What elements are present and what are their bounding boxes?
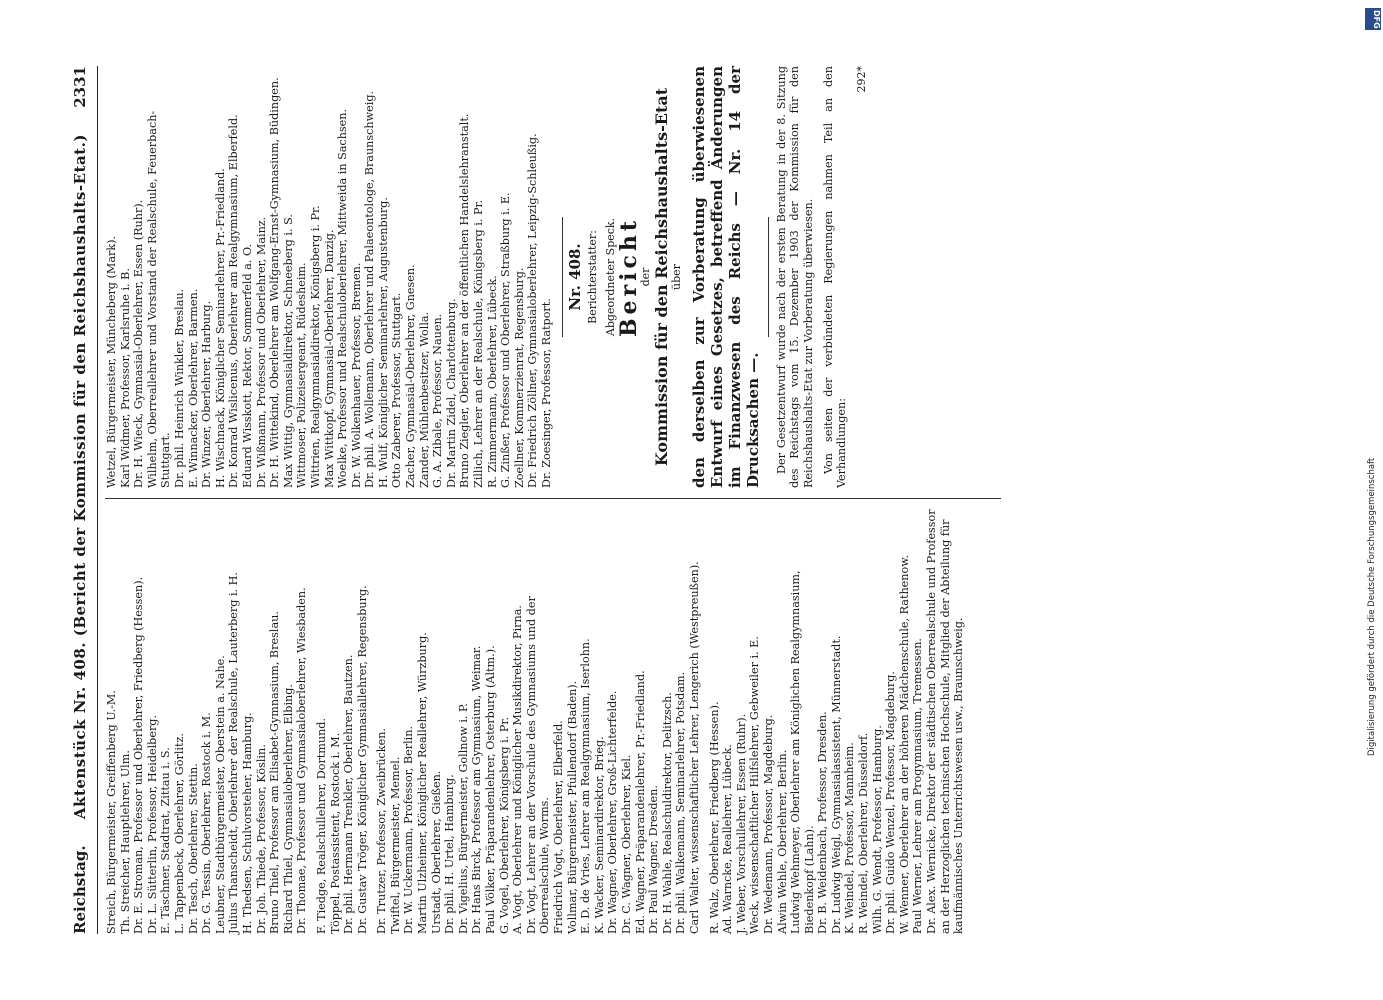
report-number: Nr. 408. [565,243,584,311]
list-entry: Dr. Vigelius, Bürgermeister, Gollnow i. P. [456,703,470,934]
section-rule-2 [768,217,769,337]
report-ueber: über [670,264,684,290]
list-entry: Dr. H. Wieck, Gymnasial-Oberlehrer, Essen (Ruhr). [132,199,146,488]
list-entry: H. Wischnack, Königlicher Seminarlehrer, Pr.-Friedland. [213,168,227,488]
report-der: der [638,267,652,287]
list-entry: H. Wulf, Königlicher Seminarlehrer, Augustenburg. [376,197,390,488]
list-entry: Leubner, Stadtbürgermeister, Oberstein a. Nahe. [213,655,227,934]
reporter-label: Berichterstatter: [586,230,600,324]
list-entry: Ad. Warncke, Reallehrer, Lübeck. [721,744,735,934]
list-entry: Bruno Ziegler, Oberlehrer an der öffentlichen Handelslehranstalt. [458,113,472,488]
list-entry: J. Weber, Vorschullehrer, Essen (Ruhr). [734,713,748,934]
column-divider [105,498,1001,499]
report-title: Bericht [616,216,643,338]
list-entry: Dr. Wagner, Oberlehrer, Groß-Lichterfelde. [606,690,620,934]
list-entry: E. Täschner, Stadtrat, Zittau i. S. [159,747,173,934]
list-entry: Dr. phil. A. Wollemann, Oberlehrer und Palaeontologe, Braunschweig. [363,90,377,488]
right-column [105,66,1291,488]
list-entry: Zillich, Lehrer an der Realschule, Königsberg i. Pr. [472,199,486,488]
list-entry: Urstadt, Oberlehrer, Gießen. [429,770,443,934]
list-entry: E. D. de Vries, Lehrer am Realgymnasium, Iserlohn. [579,638,593,934]
list-entry: Dr. Alex. Wernicke, Direktor der städtischen Oberrealschule und Professor an der Herzoglichen technischen Hochschule, Mitglied der Abteilung für kaufmännisches Unterrichtswesen usw., Braunschweig. [925,509,966,934]
list-entry: Max Wittig, Gymnasialdirektor, Schneeberg i. S. [281,214,295,488]
list-entry: Th. Streicher, Hauptlehrer, Ulm. [118,750,132,934]
list-entry: K. Wacker, Seminardirektor, Brieg. [592,736,606,934]
list-entry: Dr. phil. Walkemann, Seminarlehrer, Potsdam. [674,671,688,934]
list-entry: Zander, Mühlenbesitzer, Wolla. [417,311,431,488]
list-entry: E. Winnacker, Oberlehrer, Barmen. [186,288,200,488]
report-section [562,66,769,488]
list-entry: Dr. B. Weidenbach, Professor, Dresden. [816,711,830,934]
list-entry: Wittrien, Realgymnasialdirektor, Königsberg i. Pr. [308,205,322,488]
list-entry: G. Zinßer, Professor und Oberlehrer, Straßburg i. E. [499,192,513,488]
list-entry: Max Wittkopf, Gymnasial-Oberlehrer, Danzig. [322,229,336,488]
list-entry: Dr. W. Uckermann, Professor, Berlin. [402,725,416,934]
list-entry: Julius Thanscheidt, Oberlehrer der Realschule, Lauterberg i. H. [227,572,241,934]
list-entry: Eduard Wisskott, Rektor, Sommerfeld a. O. [240,243,254,488]
header-left: Reichstag. [71,845,89,934]
list-entry: Vollmar, Bürgermeister, Pfullendorf (Baden). [565,680,579,934]
list-entry: Dr. Konrad Wislicenus, Oberlehrer am Realgymnasium, Elberfeld. [227,114,241,488]
list-entry: Zoellner, Kommerzienrat, Regensburg. [512,267,526,488]
commission-name: Kommission für den Reichshaushalts-Etat [651,87,671,467]
list-entry: Dr. G. Tessin, Oberlehrer, Rostock i. M. [200,712,214,934]
list-entry: Zacher, Gymnasial-Oberlehrer, Gnesen. [404,264,418,488]
list-entry: Wilhelm, Oberreallehrer und Vorstand der Realschule, Feuerbach-Stuttgart. [145,110,173,488]
page-header [71,66,98,934]
list-entry: Dr. Ludwig Weigl, Gymnasialassistent, Münnerstadt. [829,635,843,934]
list-entry: Töppel, Postassistent, Rostock i. M. [328,732,342,934]
list-entry: Wetzel, Bürgermeister, Müncheberg (Mark). [105,235,118,488]
list-entry: Dr. L. Sütterlin, Professor, Heidelberg. [145,714,159,934]
list-entry: Dr. Trutzer, Professor, Zweibrücken. [375,728,389,934]
list-entry: Dr. E. Stroman, Professor und Oberlehrer, Friedberg (Hessen). [132,576,146,934]
list-entry: Dr. Winzer, Oberlehrer, Harburg. [200,300,214,488]
report-subject: den derselben zur Vorberatung überwiesenen Entwurf eines Gesetzes, betreffend Änderungen im Finanzwesen des Reichs — Nr. 14 der Drucksachen —. [689,66,762,488]
list-entry: Dr. Thomae, Professor und Gymnasialoberlehrer, Wiesbaden. [295,587,309,934]
list-entry: Friedrich Vogt, Oberlehrer, Elberfeld. [552,720,565,934]
list-entry: K. Weindel, Professor, Mannheim. [843,742,857,934]
list-entry: Wilh. G. Wendt, Professor, Hamburg. [870,725,884,934]
list-entry: R. Weindel, Oberlehrer, Düsseldorf. [857,732,871,934]
list-entry: A. Vogt, Oberlehrer und Königlicher Musikdirektor, Pirna. [511,605,525,934]
list-entry: Ed. Wagner, Präparandenlehrer, Pr.-Friedland. [633,670,647,934]
list-entry: Dr. W. Wolkenhauer, Professor, Bremen. [349,262,363,488]
list-entry: Wittmoser, Polizeisergeant, Rüdesheim. [295,262,309,488]
list-entry: G. Vogel, Oberlehrer, Königsberg i. Pr. [497,716,511,934]
list-entry: Alwin Wehle, Oberlehrer, Berlin. [775,749,789,934]
list-entry: Dr. Wißmann, Professor und Oberlehrer, Mainz. [254,216,268,488]
list-entry: Dr. Friedrich Zöllner, Gymnasialoberlehrer, Leipzig-Schleußig. [526,133,540,488]
list-entry: Dr. C. Wagner, Oberlehrer, Kiel. [619,754,633,934]
paragraph-2: Von seiten der verbündeten Regierungen nahmen Teil an den Verhandlungen: [821,66,849,488]
list-entry: Paul Werner, Lehrer am Progymnasium, Tremessen. [911,638,925,934]
list-entry: Paul Völker, Präparandenlehrer, Osterburg (Altm.). [484,645,498,934]
list-entry: Dr. Zoesinger, Professor, Ratport. [540,298,553,488]
list-entry: Dr. Tesch, Oberlehrer, Stettin. [186,763,200,934]
list-entry: R. Walz, Oberlehrer, Friedberg (Hessen). [707,701,721,934]
list-entry: Woelke, Professor und Realschuloberlehrer, Mittweida in Sachsen. [336,108,350,488]
list-entry: R. Zimmermann, Oberlehrer, Lübeck. [485,275,499,488]
section-rule [562,217,563,337]
list-entry: Ludwig Wehmeyer, Oberlehrer am Königlichen Realgymnasium, Biedenkopf (Lahn). [789,570,816,934]
list-entry: Dr. Hans Birck, Professor am Gymnasium, Weimar. [470,645,484,934]
list-entry: Dr. phil. Heinrich Winkler, Breslau. [172,288,186,488]
dfg-logo: DFG [1365,8,1381,30]
list-entry: Dr. phil. H. Urtel, Hamburg. [443,774,457,934]
list-entry: Dr. Gustav Tröger, Königlicher Gymnasiallehrer, Regensburg. [355,585,369,934]
list-entry: Dr. Paul Wagner, Dresden. [647,785,661,934]
list-entry: Dr. H. Wahle, Realschuldirektor, Delitzsch. [660,692,674,934]
document-page [61,50,1321,950]
digitization-credit: Digitalisierung gefördert durch die Deutsche Forschungsgemeinschaft [1367,457,1377,756]
list-entry: F. Tiedge, Realschullehrer, Dortmund. [314,717,328,934]
header-title: Aktenstück Nr. 408. (Bericht der Kommission für den Reichshaushalts-Etat.) [71,134,89,820]
list-entry: W. Wenner, Oberlehrer an der höheren Mädchenschule, Rathenow. [897,554,911,934]
list-entry: L. Tappenbeck, Oberlehrer, Görlitz. [172,733,186,934]
page-number: 2331 [71,66,89,108]
list-entry: Richard Thiel, Gymnasialoberlehrer, Elbing. [281,684,295,934]
list-entry: Dr. Martin Zidel, Charlottenburg. [444,298,458,488]
list-entry: Bruno Thiel, Professor am Elisabet-Gymnasium, Breslau. [268,611,282,934]
paragraph-1: Der Gesetzentwurf wurde nach der ersten Beratung in der 8. Sitzung des Reichstags vom 15. Dezember 1903 der Kommission für den Reichshaushalts-Etat zur Vorberatung überwiesen. [774,66,815,488]
list-entry: Twiftel, Bürgermeister, Memel. [388,756,402,934]
list-entry: Otto Zaberer, Professor, Stuttgart. [390,292,404,488]
list-entry: G. A. Zibale, Professor, Nauen. [431,313,445,488]
list-entry: Dr. phil. Hermann Trenkler, Oberlehrer, Bautzen. [342,654,356,934]
list-entry: Streich, Bürgermeister, Greiffenberg U.-M. [105,690,118,934]
list-entry: Dr. phil. Guido Wenzel, Professor, Magdeburg. [884,671,898,934]
list-entry: Martin Ulzheimer, Königlicher Reallehrer, Würzburg. [416,632,430,934]
left-column [105,509,1291,934]
list-entry: Dr. Vogt, Lehrer an der Vorschule des Gymnasiums und der Oberrealschule, Worms. [524,596,552,934]
signature-mark: 292* [854,66,868,93]
list-entry: Dr. H. Wittekind, Oberlehrer am Wolfgang-Ernst-Gymnasium, Büdingen. [268,77,282,488]
list-entry: Karl Widmer, Professor, Karlsruhe i. B. [118,268,132,488]
list-entry: Carl Walter, wissenschaftlicher Lehrer, Lengerich (Westpreußen). [687,561,701,934]
right-name-list [105,66,554,488]
reporter-name: Abgeordneter Speck. [603,217,617,337]
list-entry: H. Thedsen, Schulvorsteher, Hamburg. [240,712,254,934]
list-entry: Weck, wissenschaftlicher Hilfslehrer, Gebweiler i. E. [748,636,762,934]
list-entry: Dr. Wedemann, Professor, Magdeburg. [761,714,775,934]
list-entry: Dr. Joh. Thiede, Professor, Köslin. [254,744,268,934]
